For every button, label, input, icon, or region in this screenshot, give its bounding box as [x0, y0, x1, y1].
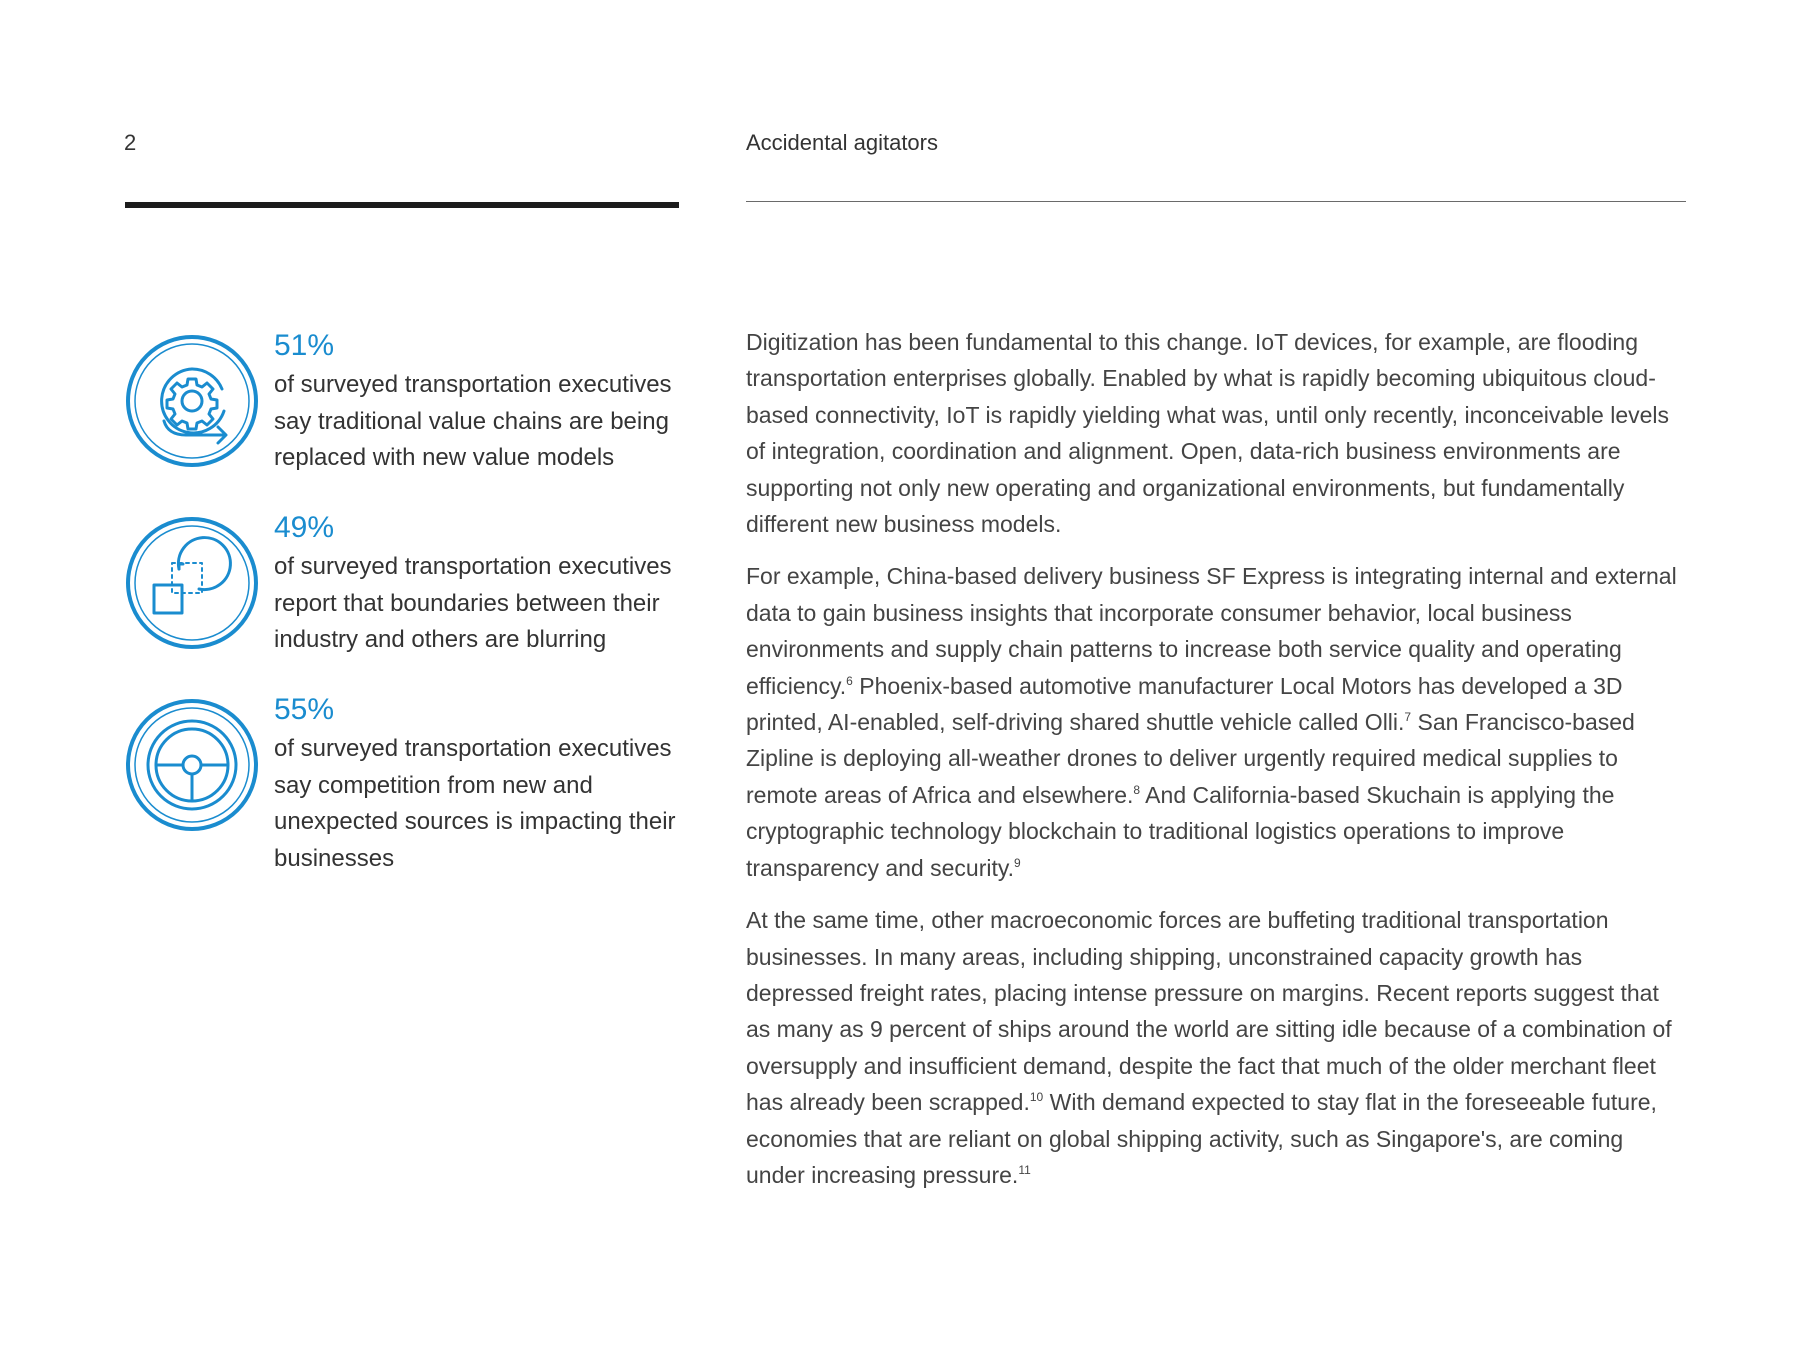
- footnote-ref[interactable]: 11: [1018, 1162, 1031, 1177]
- gear-cycle-icon: [124, 333, 260, 469]
- footnote-ref[interactable]: 10: [1029, 1090, 1044, 1105]
- footnote-ref[interactable]: 7: [1404, 710, 1412, 725]
- body-text: [746, 324, 1686, 1209]
- shapes-blur-icon: [124, 515, 260, 651]
- footnote-ref[interactable]: 9: [1014, 855, 1021, 870]
- paragraph: At the same time, other macroeconomic forces are buffeting traditional transportation businesses. In many areas, including shipping, unconstrained capacity growth has depressed freight rates, placing intense pressure on margins. Recent reports suggest that as many as 9 percent of ships around the world are sitting idle because of a combination of oversupply and insufficient demand, despite the fact that much of the older merchant fleet has already been scrapped.$^{10}$ With demand expected to stay flat in the foreseeable future, economies that are reliant on global shipping activity, such as Singapore's, are coming under increasing pressure.$^{11}$: [746, 907, 1672, 1188]
- stat-description: of surveyed transportation executives report that boundaries between their industry and others are blurring: [274, 553, 672, 653]
- footnote-ref[interactable]: 6: [846, 673, 853, 688]
- stat-percent: 51%: [274, 329, 335, 362]
- page-number: 2: [124, 130, 137, 155]
- footnote-ref[interactable]: 8: [1133, 782, 1141, 797]
- header-title: Accidental agitators: [746, 130, 938, 155]
- paragraph: For example, China-based delivery business SF Express is integrating internal and external data to gain business insights that incorporate consumer behavior, local business environments and supply chain patterns to increase both service quality and operating efficiency.$^6$ Phoenix-based automotive manufacturer Local Motors has developed a 3D printed, AI-enabled, self-driving shared shuttle vehicle called Olli.$^7$ San Francisco-based Zipline is deploying all-weather drones to deliver urgently required medical supplies to remote areas of Africa and elsewhere.$^8$ And California-based Skuchain is applying the cryptographic technology blockchain to traditional logistics operations to improve transparency and security.$^9$: [746, 563, 1677, 881]
- stat-percent: 55%: [274, 693, 335, 726]
- steering-wheel-icon: [124, 697, 260, 833]
- stat-percent: 49%: [274, 511, 335, 544]
- stat-description: of surveyed transportation executives say competition from new and unexpected sources is impacting their businesses: [274, 735, 676, 872]
- header-rule-left: [125, 202, 679, 208]
- stat-description: of surveyed transportation executives say traditional value chains are being replaced with new value models: [274, 371, 672, 471]
- header-rule-right: [746, 201, 1686, 202]
- paragraph: Digitization has been fundamental to this change. IoT devices, for example, are flooding transportation enterprises globally. Enabled by what is rapidly becoming ubiquitous cloud-based connectivity, IoT is rapidly yielding what was, until only recently, inconceivable levels of integration, coordination and alignment. Open, data-rich business environments are supporting not only new operating and organizational environments, but fundamentally different new business models.: [746, 329, 1670, 538]
